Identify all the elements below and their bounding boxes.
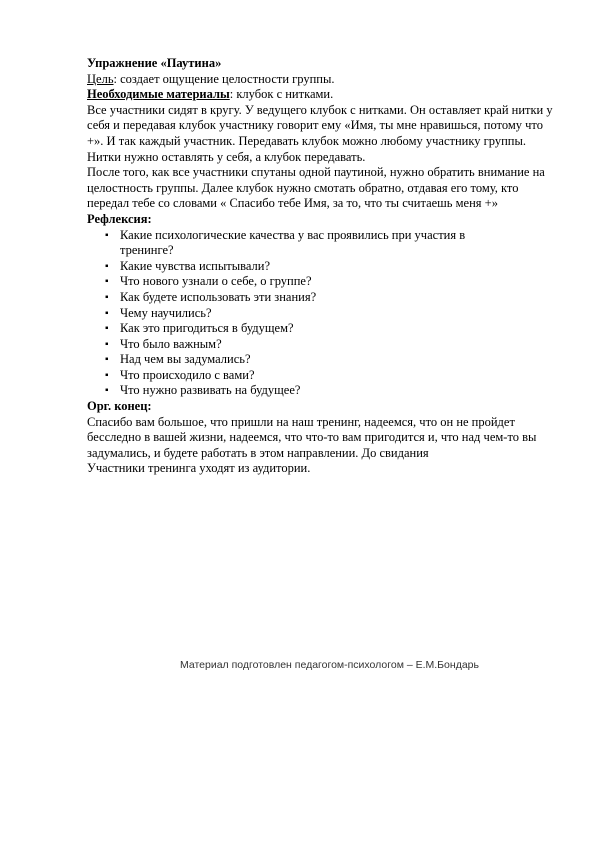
- ending-heading: Орг. конец:: [87, 399, 152, 414]
- materials-label: Необходимые материалы: [87, 87, 230, 102]
- bullet-icon: ▪: [105, 260, 109, 272]
- bullet-icon: ▪: [105, 369, 109, 381]
- bullet-icon: ▪: [105, 307, 109, 319]
- ending-paragraph-1: Спасибо вам большое, что пришли на наш тренинг, надеемся, что он не пройдет бесследно в вашей жизни, надеемся, что что-то вам пригодится и, что над чем-то вы задумались, и будете работать в этом направлении. До свидания: [87, 414, 537, 460]
- list-item: ▪ Что нужно развивать на будущее?: [105, 383, 301, 398]
- list-item: ▪ Что происходило с вами?: [105, 367, 255, 382]
- goal-text: : создает ощущение целостности группы.: [113, 71, 335, 86]
- list-item: ▪ Как будете использовать эти знания?: [105, 289, 317, 304]
- list-item: ▪ Над чем вы задумались?: [105, 352, 251, 367]
- materials-line: [87, 87, 555, 103]
- list-item: ▪ Какие чувства испытывали?: [105, 258, 270, 273]
- bullet-icon: ▪: [105, 323, 109, 335]
- ending-paragraph-2: Участники тренинга уходят из аудитории.: [87, 461, 311, 476]
- bullet-icon: ▪: [105, 229, 109, 241]
- goal-label: Цель: [87, 71, 114, 86]
- exercise-paragraph-2: После того, как все участники спутаны одной паутиной, нужно обратить внимание на целостность группы. Далее клубок нужно смотать обратно, отдавая его тому, кто передал тебе со словами « Спасибо тебе Имя, за то, что ты считаешь меня +»: [87, 165, 545, 211]
- bullet-icon: ▪: [105, 385, 109, 397]
- reflection-list: [87, 228, 555, 400]
- materials-text: : клубок с нитками.: [229, 87, 334, 102]
- author-credit: Материал подготовлен педагогом-психологом – Е.М.Бондарь: [180, 659, 479, 671]
- list-item: ▪ Что было важным?: [105, 336, 222, 351]
- document-body: [87, 56, 555, 477]
- reflection-heading: Рефлексия:: [87, 211, 152, 226]
- goal-line: [87, 72, 555, 88]
- exercise-title: Упражнение «Паутина»: [87, 56, 222, 70]
- bullet-icon: ▪: [105, 276, 109, 288]
- list-item: ▪ Как это пригодиться в будущем?: [105, 321, 294, 336]
- bullet-icon: ▪: [105, 338, 109, 350]
- list-item: ▪ Чему научились?: [105, 305, 212, 320]
- list-item: ▪ Какие психологические качества у вас проявились при участия в тренинге?: [105, 227, 466, 258]
- bullet-icon: ▪: [105, 291, 109, 303]
- bullet-icon: ▪: [105, 354, 109, 366]
- exercise-paragraph-1: Все участники сидят в кругу. У ведущего клубок с нитками. Он оставляет край нитки у себя и передавая клубок участнику говорит ему «Имя, ты мне нравишься, потому что +». И так каждый участник. Передавать клубок можно любому участнику группы. Нитки нужно оставлять у себя, а клубок передавать.: [87, 102, 553, 164]
- list-item: ▪ Что нового узнали о себе, о группе?: [105, 274, 312, 289]
